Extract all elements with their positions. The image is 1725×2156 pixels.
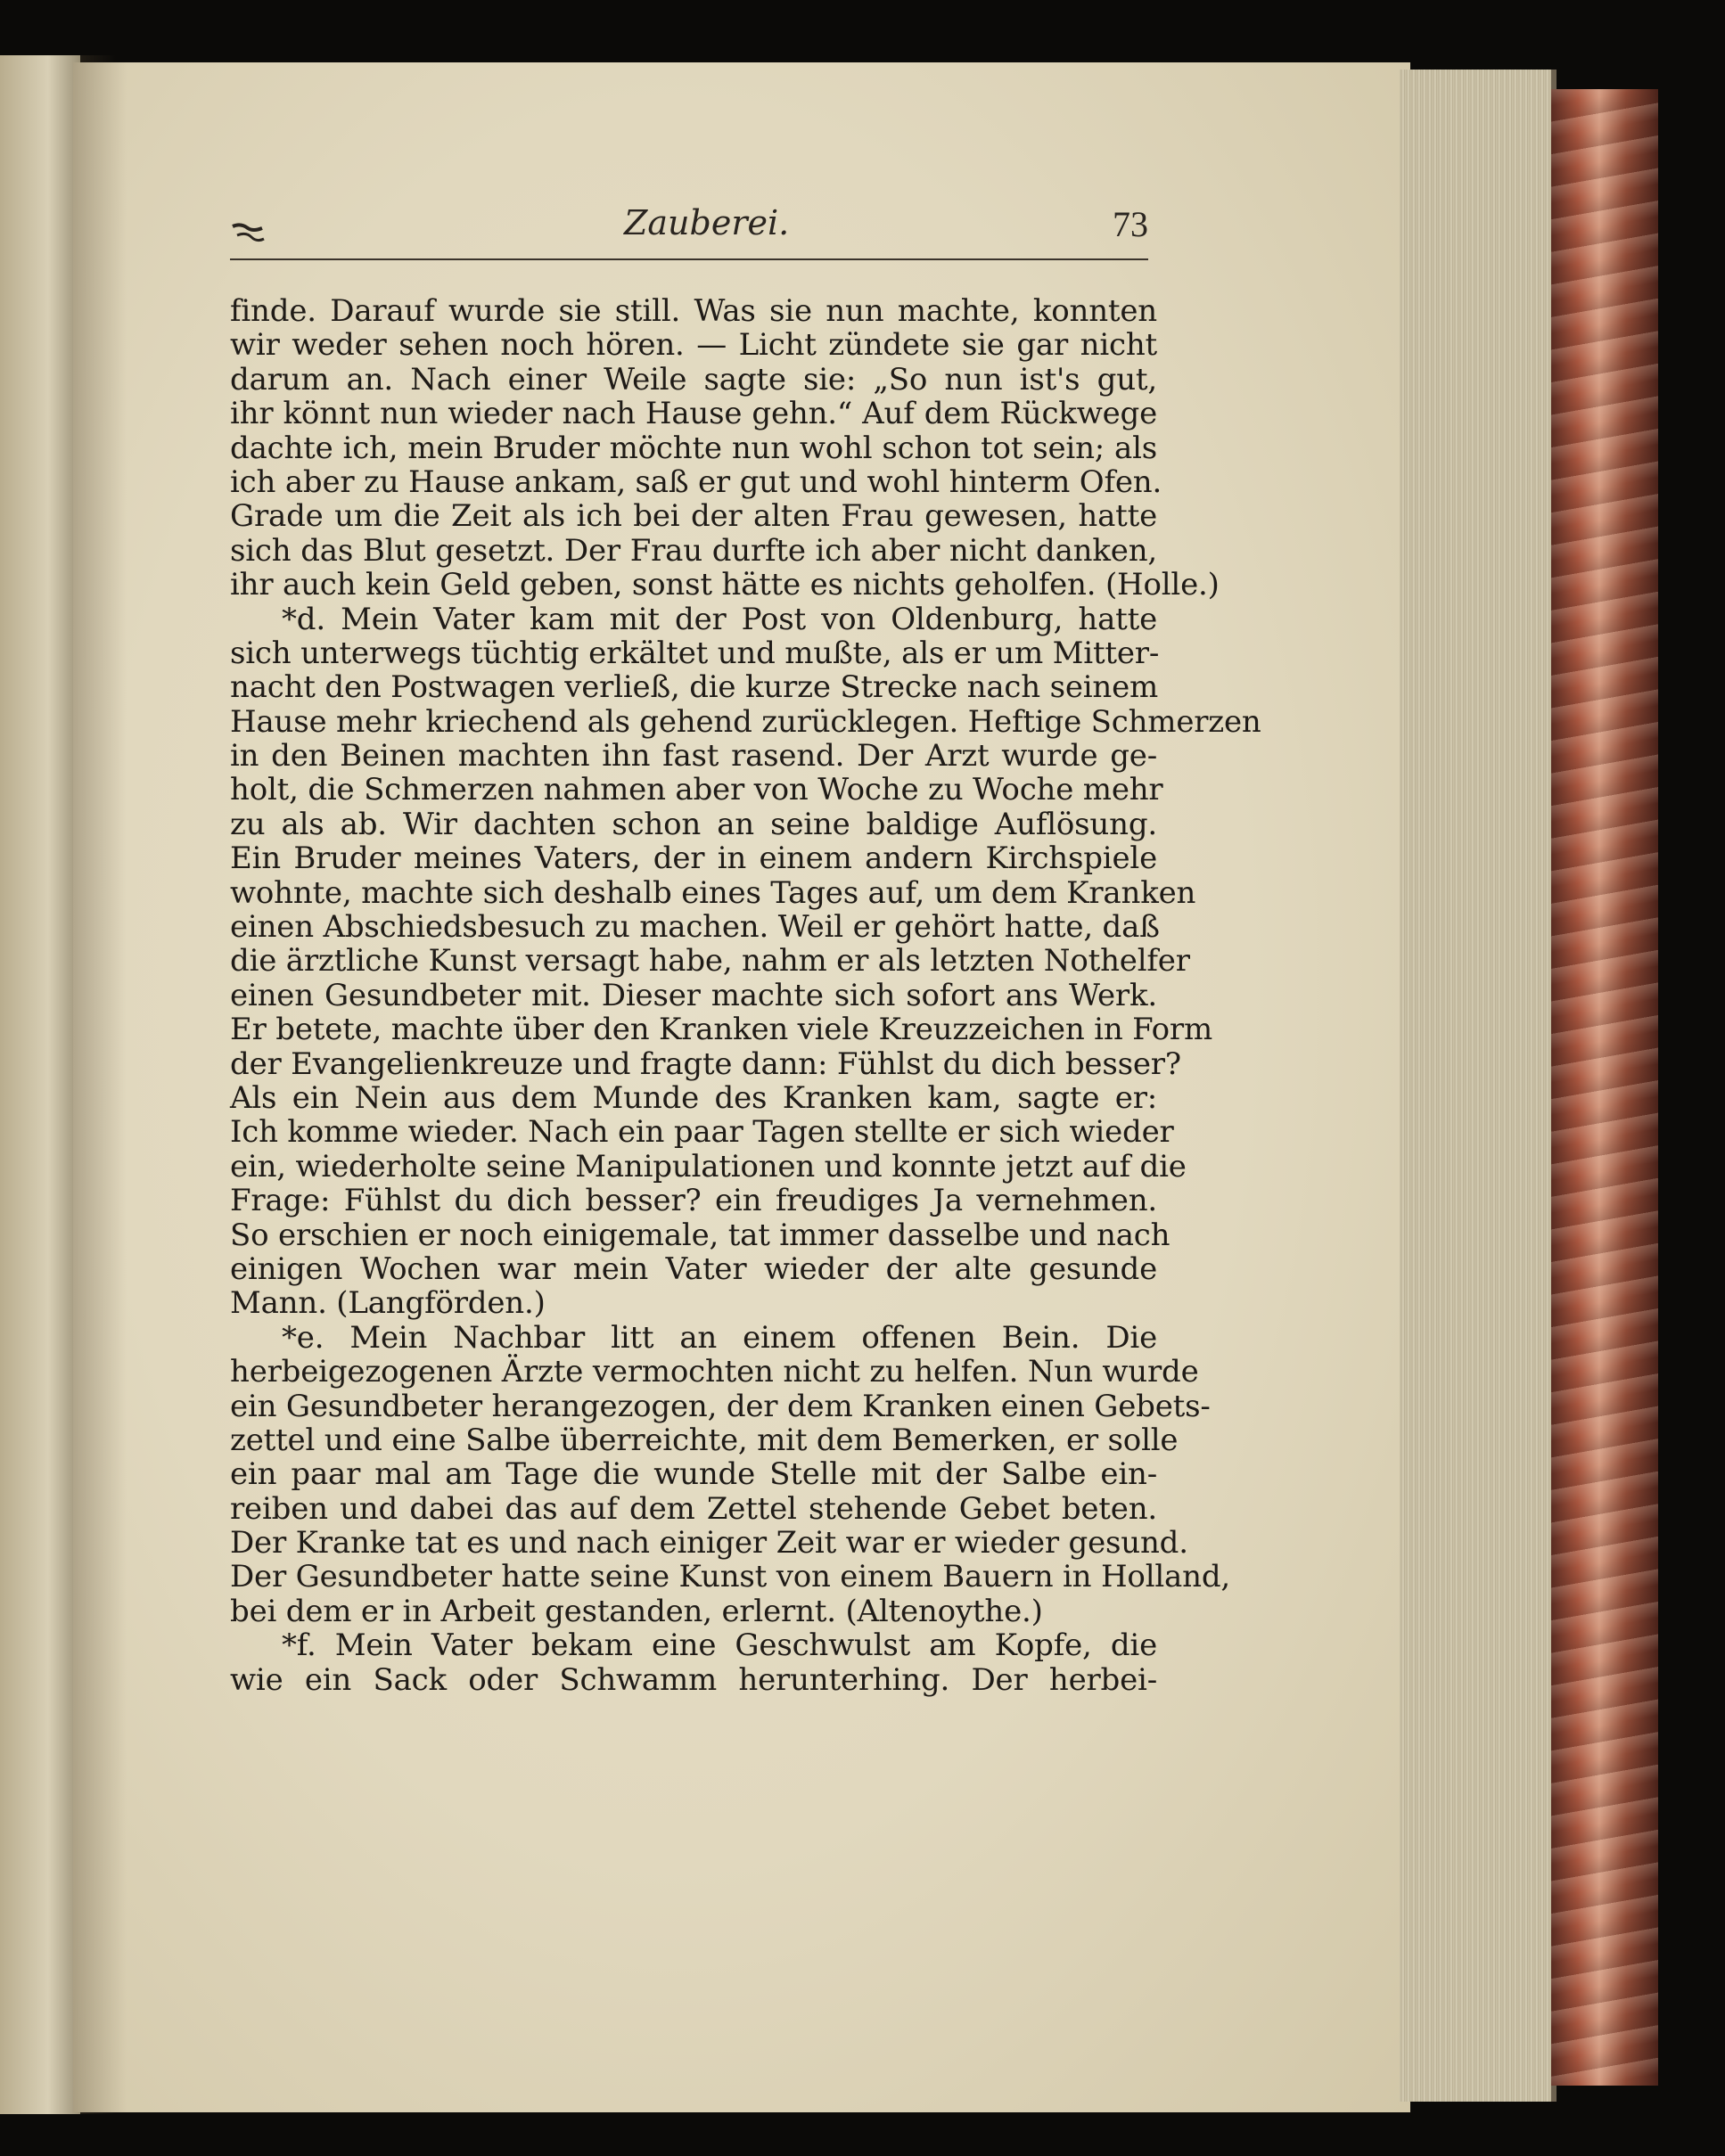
- text-line: So erschien er noch einigemale, tat immer dasselbe und nach: [230, 1217, 1171, 1253]
- text-line: die ärztliche Kunst versagt habe, nahm er als letzten Nothelfer: [230, 943, 1190, 980]
- text-line: holt, die Schmerzen nahmen aber von Woche zu Woche mehr: [230, 772, 1163, 808]
- text-line: Frage: Fühlst du dich besser? ein freudiges Ja vernehmen.: [230, 1183, 1157, 1219]
- header-rule: [230, 258, 1148, 260]
- text-line: finde. Darauf wurde sie still. Was sie nun machte, konnten: [230, 293, 1157, 329]
- text-line: Der Gesundbeter hatte seine Kunst von einem Bauern in Holland,: [230, 1559, 1230, 1595]
- text-line: herbeigezogenen Ärzte vermochten nicht zu helfen. Nun wurde: [230, 1354, 1199, 1390]
- running-title: Zauberei.: [624, 203, 790, 242]
- text-line: Er betete, machte über den Kranken viele Kreuzzeichen in Form: [230, 1012, 1213, 1048]
- text-line: Hause mehr kriechend als gehend zurücklegen. Heftige Schmerzen: [230, 703, 1261, 740]
- text-line: einigen Wochen war mein Vater wieder der alte gesunde: [230, 1250, 1157, 1287]
- text-line: Ein Bruder meines Vaters, der in einem andern Kirchspiele: [230, 840, 1157, 877]
- text-line: Der Kranke tat es und nach einiger Zeit war er wieder gesund.: [230, 1525, 1188, 1562]
- text-line: Grade um die Zeit als ich bei der alten Frau gewesen, hatte: [230, 498, 1157, 535]
- text-line: dachte ich, mein Bruder möchte nun wohl schon tot sein; als: [230, 430, 1157, 466]
- paragraph-start-e: *e. Mein Nachbar litt an einem offenen Bein. Die: [282, 1319, 1157, 1356]
- text-line: darum an. Nach einer Weile sagte sie: „So nun ist's gut,: [230, 361, 1157, 398]
- text-line: Mann. (Langförden.): [230, 1285, 546, 1322]
- running-header: [230, 203, 1148, 260]
- text-line: wohnte, machte sich deshalb eines Tages auf, um dem Kranken: [230, 874, 1196, 911]
- text-line: nacht den Postwagen verließ, die kurze Strecke nach seinem: [230, 669, 1159, 706]
- header-ornament-icon: [230, 219, 266, 246]
- text-line: wie ein Sack oder Schwamm herunterhing. Der herbei-: [230, 1661, 1157, 1698]
- marbled-cover-pattern: [1551, 89, 1658, 2086]
- text-line: Ich komme wieder. Nach ein paar Tagen stellte er sich wieder: [230, 1114, 1174, 1151]
- text-line: einen Gesundbeter mit. Dieser machte sich sofort ans Werk.: [230, 977, 1157, 1013]
- text-line: wir weder sehen noch hören. — Licht zündete sie gar nicht: [230, 327, 1157, 364]
- text-line: ein, wiederholte seine Manipulationen und konnte jetzt auf die: [230, 1148, 1187, 1185]
- text-line: ihr auch kein Geld geben, sonst hätte es nichts geholfen. (Holle.): [230, 567, 1220, 603]
- text-line: Als ein Nein aus dem Munde des Kranken kam, sagte er:: [230, 1079, 1157, 1116]
- text-line: der Evangelienkreuze und fragte dann: Fühlst du dich besser?: [230, 1045, 1181, 1082]
- text-line: einen Abschiedsbesuch zu machen. Weil er gehört hatte, daß: [230, 909, 1160, 946]
- text-line: in den Beinen machten ihn fast rasend. Der Arzt wurde ge-: [230, 738, 1157, 775]
- text-line: ein Gesundbeter herangezogen, der dem Kranken einen Gebets-: [230, 1388, 1211, 1424]
- page-edges: [1400, 70, 1557, 2102]
- text-line: ein paar mal am Tage die wunde Stelle mit der Salbe ein-: [230, 1456, 1157, 1493]
- text-line: zu als ab. Wir dachten schon an seine baldige Auflösung.: [230, 806, 1157, 842]
- left-page-edge: [0, 55, 80, 2114]
- text-line: sich unterwegs tüchtig erkältet und mußte, als er um Mitter-: [230, 635, 1160, 671]
- text-line: bei dem er in Arbeit gestanden, erlernt. (Altenoythe.): [230, 1593, 1043, 1629]
- text-line: zettel und eine Salbe überreichte, mit dem Bemerken, er solle: [230, 1422, 1179, 1458]
- text-line: ihr könnt nun wieder nach Hause gehn.“ Auf dem Rückwege: [230, 396, 1157, 432]
- body-text: [230, 293, 1261, 1698]
- page-number: 73: [1113, 204, 1148, 244]
- text-line: sich das Blut gesetzt. Der Frau durfte ich aber nicht danken,: [230, 532, 1157, 569]
- paragraph-start-f: *f. Mein Vater bekam eine Geschwulst am Kopfe, die: [282, 1627, 1157, 1664]
- paragraph-start-d: *d. Mein Vater kam mit der Post von Oldenburg, hatte: [282, 601, 1157, 637]
- page-gutter-shadow: [73, 62, 127, 2112]
- text-line: ich aber zu Hause ankam, saß er gut und wohl hinterm Ofen.: [230, 463, 1162, 500]
- text-line: reiben und dabei das auf dem Zettel stehende Gebet beten.: [230, 1490, 1157, 1527]
